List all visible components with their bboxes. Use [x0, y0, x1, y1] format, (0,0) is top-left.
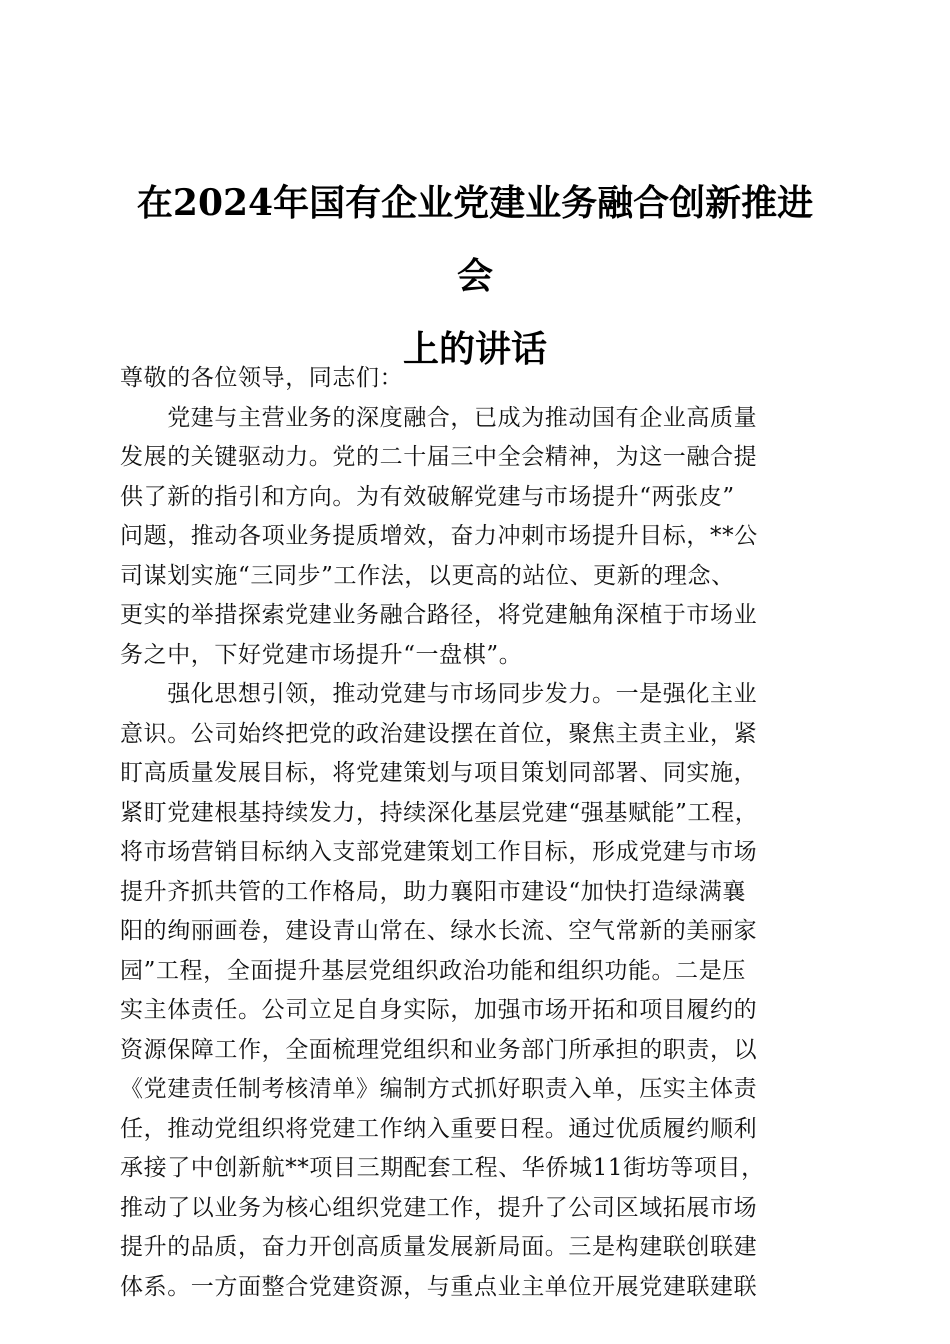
paragraph-line: 推动了以业务为核心组织党建工作，提升了公司区域拓展市场: [120, 1194, 758, 1221]
paragraph-line: 任，推动党组织将党建工作纳入重要日程。通过优质履约顺利: [120, 1115, 758, 1142]
paragraph-line: 司谋划实施“三同步”工作法，以更高的站位、更新的理念、: [120, 562, 735, 589]
paragraph-line: 资源保障工作，全面梳理党组织和业务部门所承担的职责，以: [120, 1036, 758, 1063]
paragraph-line: 实主体责任。公司立足自身实际，加强市场开拓和项目履约的: [120, 997, 758, 1023]
paragraph-line: 将市场营销目标纳入支部党建策划工作目标，形成党建与市场: [120, 839, 758, 865]
document-title: [120, 167, 830, 386]
greeting: 尊敬的各位领导，同志们：: [120, 365, 404, 391]
paragraph-line: 发展的关键驱动力。党的二十届三中全会精神，为这一融合提: [120, 444, 758, 470]
paragraph-1: [120, 399, 826, 676]
title-line-2: 上的讲话: [402, 328, 547, 370]
paragraph-line: 体系。一方面整合党建资源，与重点业主单位开展党建联建联: [120, 1273, 758, 1300]
paragraph-line: 阳的绚丽画卷，建设青山常在、绿水长流、空气常新的美丽家: [120, 918, 758, 944]
paragraph-line: 提升的品质，奋力开创高质量发展新局面。三是构建联创联建: [120, 1234, 758, 1260]
paragraph-line: 盯高质量发展目标，将党建策划与项目策划同部署、同实施，: [120, 760, 758, 786]
paragraph-line: 党建与主营业务的深度融合，已成为推动国有企业高质量: [120, 404, 758, 431]
paragraph-line: 供了新的指引和方向。为有效破解党建与市场提升“两张皮”: [120, 483, 735, 510]
title-line-1: 在2024年国有企业党建业务融合创新推进会: [136, 182, 814, 297]
paragraph-2: [120, 675, 826, 1307]
paragraph-line: 承接了中创新航**项目三期配套工程、华侨城11街坊等项目，: [120, 1155, 765, 1181]
paragraph-line: 意识。公司始终把党的政治建设摆在首位，聚焦主责主业，紧: [120, 720, 758, 747]
paragraph-line: 《党建责任制考核清单》编制方式抓好职责入单，压实主体责: [120, 1076, 758, 1102]
paragraph-line: 提升齐抓共管的工作格局，助力襄阳市建设“加快打造绿满襄: [120, 878, 746, 905]
paragraph-line: 紧盯党建根基持续发力，持续深化基层党建“强基赋能”工程，: [120, 799, 759, 826]
paragraph-line: 问题，推动各项业务提质增效，奋力冲刺市场提升目标，**公: [120, 523, 758, 549]
paragraph-line: 强化思想引领，推动党建与市场同步发力。一是强化主业: [120, 681, 758, 707]
paragraph-line: 更实的举措探索党建业务融合路径，将党建触角深植于市场业: [120, 602, 758, 628]
document-body: [120, 359, 826, 1307]
paragraph-line: 务之中，下好党建市场提升“一盘棋”。: [120, 641, 523, 668]
paragraph-line: 园”工程，全面提升基层党组织政治功能和组织功能。二是压: [120, 957, 746, 984]
